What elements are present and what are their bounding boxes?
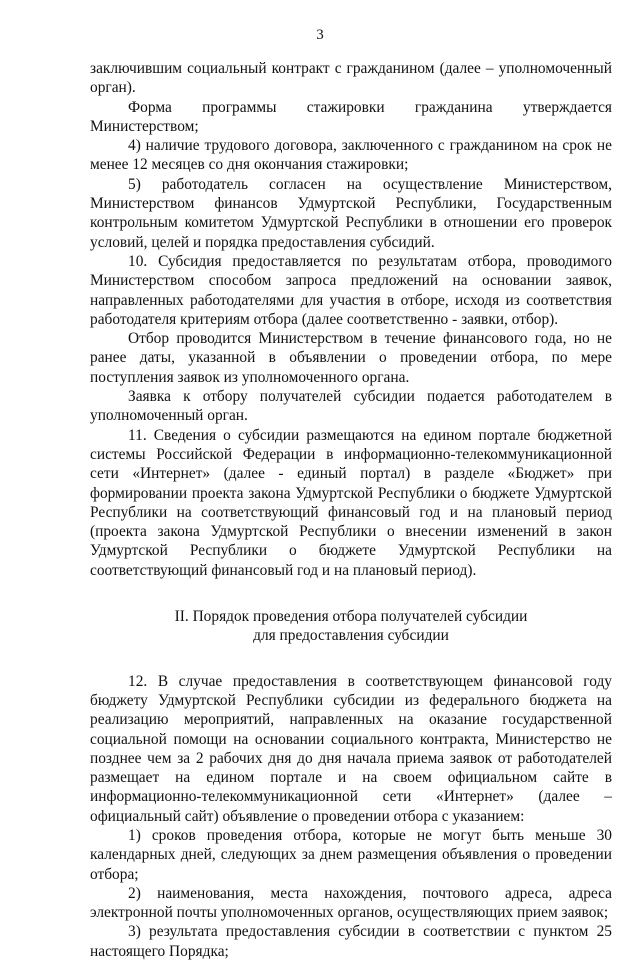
page-number: 3 bbox=[316, 27, 324, 43]
paragraph: заключившим социальный контракт с гражданином (далее – уполномоченный орган). bbox=[90, 60, 612, 97]
paragraphs-top bbox=[90, 59, 612, 580]
paragraphs-bottom bbox=[90, 672, 612, 961]
paragraph: Отбор проводится Министерством в течение финансового года, но не ранее даты, указанной в объявлении о проведении отбора, по мере поступления заявок из уполномоченного органа. bbox=[90, 330, 612, 386]
paragraph: 12. В случае предоставления в соответствующем финансовой году бюджету Удмуртской Республики субсидии из федерального бюджета на реализацию мероприятий, направленных на оказание государственной социальной помощи на основании социального контракта, Министерство не позднее чем за 2 рабочих дня до дня начала приема заявок от работодателей размещает на едином портале и на своем официальном сайте в информационно-телекоммуникационной сети «Интернет» (далее – официальный сайт) объявление о проведении отбора с указанием: bbox=[90, 672, 612, 825]
paragraph: Заявка к отбору получателей субсидии подается работодателем в уполномоченный орган. bbox=[90, 388, 612, 425]
paragraph: 3) результата предоставления субсидии в соответствии с пунктом 25 настоящего Порядка; bbox=[90, 923, 612, 960]
section-heading-line2: для предоставления субсидии bbox=[253, 627, 449, 645]
document-body bbox=[90, 59, 612, 961]
paragraph: 10. Субсидия предоставляется по результатам отбора, проводимого Министерством способом запроса предложений на основании заявок, направленных работодателями для участия в отборе, исходя из соответствия работодателя критериям отбора (далее соответственно - заявки, отбор). bbox=[90, 252, 612, 328]
paragraph: 1) сроков проведения отбора, которые не могут быть меньше 30 календарных дней, следующих за днем размещения объявления о проведении отбора; bbox=[90, 826, 612, 883]
paragraph: 2) наименования, места нахождения, почтового адреса, адреса электронной почты уполномоченных органов, осуществляющих прием заявок; bbox=[90, 884, 612, 922]
paragraph: 4) наличие трудового договора, заключенного с гражданином на срок не менее 12 месяцев со дня окончания стажировки; bbox=[90, 137, 612, 174]
section-heading-line1: II. Порядок проведения отбора получателей субсидии bbox=[174, 608, 528, 626]
paragraph: 5) работодатель согласен на осуществление Министерством, Министерством финансов Удмуртской Республики, Государственным контрольным комитетом Удмуртской Республики в отношении его проверок условий, целей и порядка предоставления субсидий. bbox=[90, 175, 612, 251]
paragraph: Форма программы стажировки гражданина утверждается Министерством; bbox=[90, 98, 612, 135]
section-heading bbox=[90, 607, 612, 646]
paragraph: 11. Сведения о субсидии размещаются на едином портале бюджетной системы Российской Федерации в информационно-телекоммуникационной сети «Интернет» (далее - единый портал) в разделе «Бюджет» при формировании проекта закона Удмуртской Республики о бюджете Удмуртской Республики на соответствующий финансовый год и на плановый период (проекта закона Удмуртской Республики о внесении изменений в закон Удмуртской Республики о бюджете Удмуртской Республики на соответствующий финансовый год и на плановый период). bbox=[90, 426, 612, 579]
